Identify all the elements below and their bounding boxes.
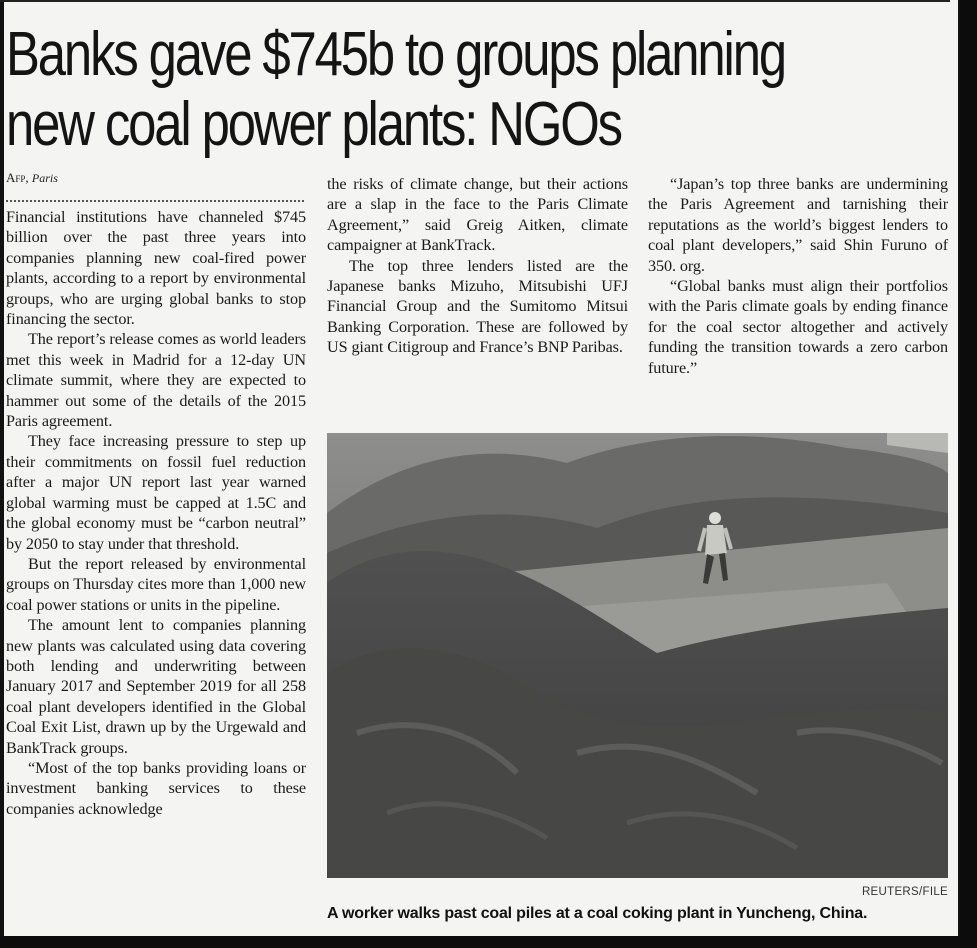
- headline-line-1: Banks gave $745b to groups planning: [6, 20, 786, 89]
- page-edge-left: [0, 0, 4, 936]
- article-column-3: [648, 174, 948, 378]
- paragraph: But the report released by environmental groups on Thursday cites more than 1,000 new coal power stations or units in the pipeline.: [6, 554, 306, 614]
- photo-caption: A worker walks past coal piles at a coal coking plant in Yuncheng, China.: [327, 905, 868, 922]
- paragraph: They face increasing pressure to step up their commitments on fossil fuel reduction after a major UN report last year warned global warming must be capped at 1.5C and the global economy must be “carbon neutral” by 2050 to stay under that threshold.: [6, 432, 306, 553]
- page-edge-right: [958, 0, 960, 936]
- byline: [6, 170, 58, 186]
- article-column-1: [6, 207, 306, 923]
- paragraph: “Japan’s top three banks are undermining the Paris Agreement and tarnishing their reputations as the world’s biggest lenders to coal plant developers,” said Shin Furuno of 350. org.: [648, 175, 948, 275]
- article-column-2: [327, 174, 628, 358]
- coal-piles-photo: [327, 433, 948, 878]
- paragraph: “Global banks must align their portfolios with the Paris climate goals by ending finance for the coal sector altogether and actively funding the transition towards a zero carbon future.”: [648, 277, 948, 377]
- paragraph: “Most of the top banks providing loans or investment banking services to these companies acknowledge: [6, 758, 306, 818]
- byline-place: Paris: [31, 171, 58, 185]
- headline: [6, 20, 786, 160]
- page-top-rule: [0, 0, 950, 2]
- paragraph: Financial institutions have channeled $745 billion over the past three years into companies planning new coal-fired power plants, according to a report by environmental groups, who are urging global banks to stop financing the sector.: [6, 208, 306, 329]
- paragraph: The amount lent to companies planning new plants was calculated using data covering both lending and underwriting between January 2017 and September 2019 for all 258 coal plant developers identified in the Global Coal Exit List, drawn up by the Urgewald and BankTrack groups.: [6, 616, 306, 757]
- paragraph: The top three lenders listed are the Japanese banks Mizuho, Mitsubishi UFJ Financial Group and the Sumitomo Mitsui Banking Corporation. These are followed by US giant Citigroup and France’s BNP Paribas.: [327, 256, 628, 357]
- headline-line-2: new coal power plants: NGOs: [6, 90, 621, 159]
- byline-agency: Afp,: [6, 170, 29, 185]
- photo-credit: REUTERS/FILE: [861, 886, 948, 898]
- paragraph: The report’s release comes as world leaders met this week in Madrid for a 12-day UN climate summit, where they are expected to hammer out some of the details of the 2015 Paris agreement.: [6, 330, 306, 431]
- paragraph: the risks of climate change, but their actions are a slap in the face to the Paris Climate Agreement,” said Greig Aitken, climate campaigner at BankTrack.: [327, 175, 628, 255]
- byline-divider: [6, 200, 304, 202]
